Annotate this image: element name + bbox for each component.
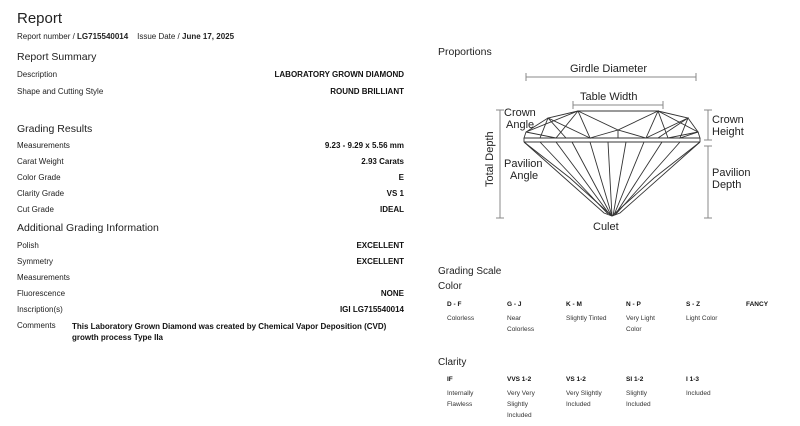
clarity-desc: Included (686, 390, 711, 397)
additional-row-symmetry (17, 257, 404, 271)
grading-results-heading: Grading Results (17, 123, 93, 135)
additional-info-heading: Additional Grading Information (17, 222, 159, 234)
clarity-desc: Slightly (626, 390, 647, 397)
row-value: LABORATORY GROWN DIAMOND (274, 70, 404, 79)
crown-height-label-2: Height (712, 126, 744, 138)
row-value: 2.93 Carats (361, 157, 404, 166)
color-desc: Light Color (686, 315, 718, 322)
additional-row-polish (17, 241, 404, 255)
color-grade: K - M (566, 301, 582, 308)
clarity-grade: IF (447, 376, 453, 383)
clarity-desc: Slightly (507, 401, 528, 408)
color-scale-item (626, 299, 686, 335)
row-label: Carat Weight (17, 157, 64, 166)
total-depth-label: Total Depth (484, 131, 496, 187)
additional-row-fluorescence (17, 289, 404, 303)
row-value: EXCELLENT (356, 257, 404, 266)
row-label: Cut Grade (17, 205, 54, 214)
diamond-proportions-diagram (480, 58, 760, 238)
girdle-diameter-label: Girdle Diameter (570, 63, 648, 75)
clarity-scale-heading: Clarity (438, 357, 467, 368)
color-scale-item (686, 299, 746, 324)
report-summary-heading: Report Summary (17, 51, 97, 63)
row-label: Inscription(s) (17, 305, 63, 314)
clarity-desc: Flawless (447, 401, 473, 408)
crown-angle-label-1: Crown (504, 107, 536, 119)
clarity-scale-item (686, 374, 746, 399)
comments-value: This Laboratory Grown Diamond was created by Chemical Vapor Deposition (CVD) growth process Type IIa (72, 322, 387, 342)
color-scale-item (507, 299, 567, 335)
row-value: EXCELLENT (356, 241, 404, 250)
color-grade: FANCY (746, 301, 769, 308)
grading-row-color (17, 173, 404, 187)
report-subline (17, 32, 234, 41)
grading-row-cut (17, 205, 404, 219)
additional-row-measurements (17, 273, 404, 287)
pavilion-depth-label-2: Depth (712, 179, 742, 191)
report-number-label: Report number / (17, 32, 75, 41)
row-label: Color Grade (17, 173, 61, 182)
report-number: LG715540014 (77, 32, 129, 41)
row-value: E (398, 173, 404, 182)
color-scale-heading: Color (438, 281, 462, 292)
diamond-outline (524, 111, 700, 216)
grading-row-carat (17, 157, 404, 171)
pavilion-angle-label-2: Angle (510, 170, 539, 182)
row-label: Measurements (17, 141, 70, 150)
grading-row-measurements (17, 141, 404, 155)
crown-height-label-1: Crown (712, 114, 744, 126)
crown-angle-label-2: Angle (506, 119, 535, 131)
pavilion-facets (540, 142, 680, 216)
clarity-grade: VVS 1-2 (507, 376, 532, 383)
color-desc: Colorless (507, 326, 535, 333)
row-value: NONE (380, 289, 404, 298)
clarity-scale-item (626, 374, 686, 410)
culet-label: Culet (593, 221, 619, 233)
color-grade: G - J (507, 301, 522, 308)
color-desc: Color (626, 326, 642, 333)
color-scale-item (746, 299, 796, 313)
clarity-desc: Included (566, 401, 591, 408)
color-grade: S - Z (686, 301, 701, 308)
report-title: Report (17, 10, 63, 27)
color-scale-item (566, 299, 626, 324)
clarity-scale-item (447, 374, 507, 410)
row-value: 9.23 - 9.29 x 5.56 mm (324, 141, 404, 150)
clarity-grade: I 1-3 (686, 376, 700, 383)
grading-scale-heading: Grading Scale (438, 266, 502, 277)
color-desc: Near (507, 315, 522, 322)
clarity-scale-item (507, 374, 567, 421)
row-label: Description (17, 70, 58, 79)
summary-row-description (17, 70, 404, 84)
color-desc: Colorless (447, 315, 475, 322)
comments-row (17, 321, 77, 335)
row-label: Symmetry (17, 257, 53, 266)
color-grade: D - F (447, 301, 462, 308)
clarity-grade: SI 1-2 (626, 376, 644, 383)
row-label: Measurements (17, 273, 70, 282)
row-value: VS 1 (386, 189, 404, 198)
clarity-desc: Included (507, 412, 532, 419)
pavilion-angle-label-1: Pavilion (504, 158, 543, 170)
row-label: Fluorescence (17, 289, 66, 298)
row-label: Polish (17, 241, 39, 250)
clarity-desc: Very Very (507, 390, 535, 397)
clarity-desc: Internally (447, 390, 474, 397)
clarity-scale-item (566, 374, 626, 410)
color-desc: Slightly Tinted (566, 315, 607, 322)
pavilion-depth-label-1: Pavilion (712, 167, 751, 179)
summary-row-shape (17, 87, 404, 101)
row-value: ROUND BRILLIANT (330, 87, 404, 96)
color-desc: Very Light (626, 315, 655, 322)
color-grade: N - P (626, 301, 641, 308)
clarity-desc: Very Slightly (566, 390, 602, 397)
grading-row-clarity (17, 189, 404, 203)
issue-date: June 17, 2025 (182, 32, 235, 41)
row-label: Shape and Cutting Style (17, 87, 104, 96)
issue-date-label: Issue Date / (137, 32, 180, 41)
row-value: IDEAL (380, 205, 404, 214)
clarity-desc: Included (626, 401, 651, 408)
comments-label: Comments (17, 321, 56, 330)
additional-row-inscription (17, 305, 404, 319)
table-width-label: Table Width (580, 91, 638, 103)
row-label: Clarity Grade (17, 189, 65, 198)
clarity-grade: VS 1-2 (566, 376, 586, 383)
proportions-heading: Proportions (438, 46, 492, 58)
row-value: IGI LG715540014 (339, 305, 404, 314)
color-scale-item (447, 299, 507, 324)
